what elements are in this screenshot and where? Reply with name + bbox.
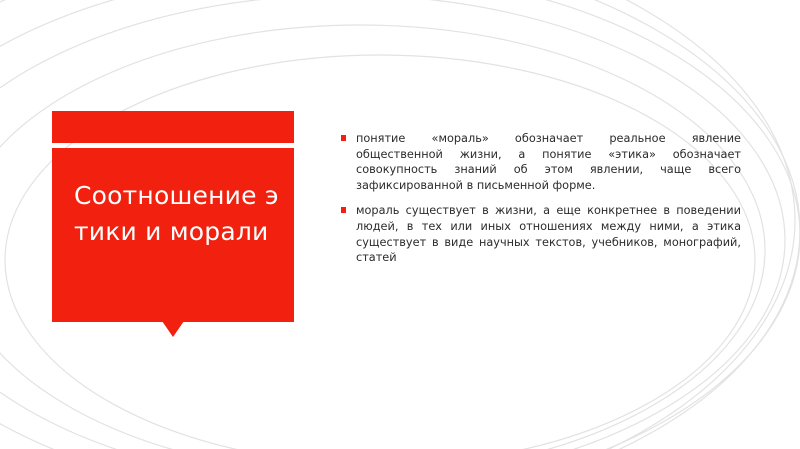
slide-title: Соотношение этики и морали [74,181,279,246]
bullet-marker-icon [341,207,346,213]
bullet-marker-icon [341,135,346,141]
bullet-text: понятие «мораль» обозначает реальное явление общественной жизни, а понятие «этика» обозначает совокупность знаний об этом явлении, чаще всего зафиксированной в письменной форме. [356,132,741,192]
title-accent-strip [52,111,294,143]
title-box-pointer [162,321,184,337]
bullet-item [341,203,741,265]
bullet-text: мораль существует в жизни, а еще конкретнее в поведении людей, в тех или иных отношениях между ними, а этика существует в виде научных текстов, учебников, монографий, статей [356,204,741,265]
bullet-list [341,131,741,276]
bullet-item [341,131,741,193]
